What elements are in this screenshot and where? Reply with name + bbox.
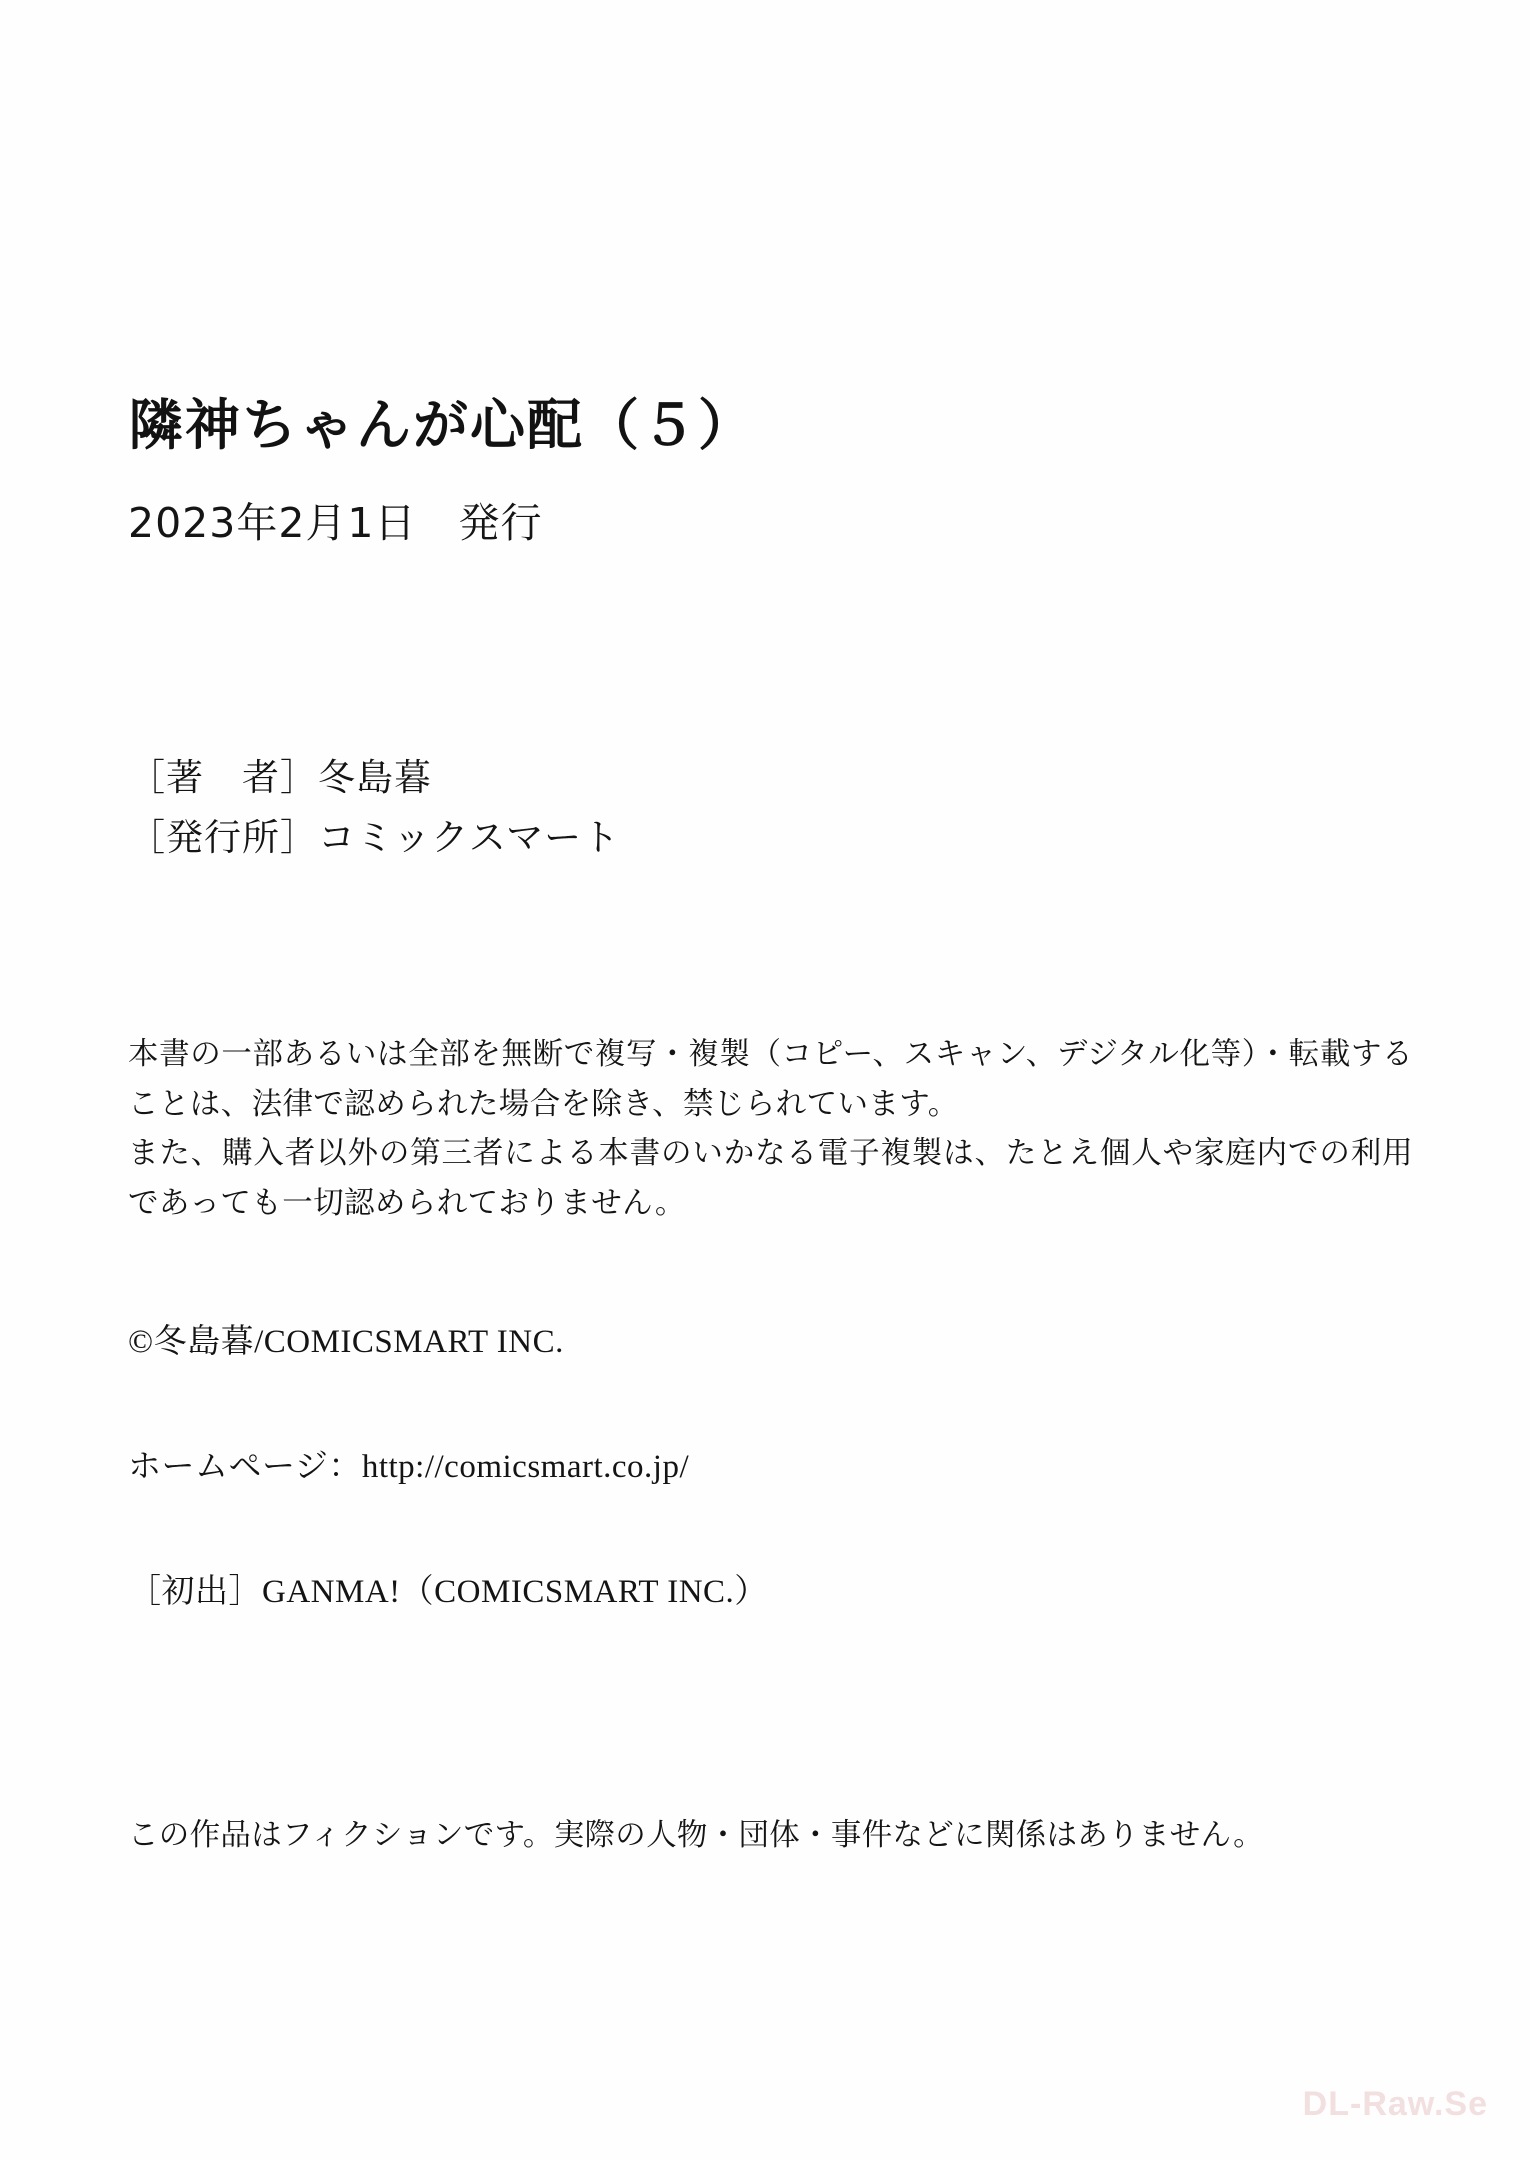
credit-publisher: ［発行所］コミックスマート bbox=[128, 815, 621, 859]
legal-paragraph-1: 本書の一部あるいは全部を無断で複写・複製（コピー、スキャン、デジタル化等）・転載することは、法律で認められた場合を除き、禁じられています。 bbox=[128, 1037, 1413, 1122]
watermark-text: DL-Raw.Se bbox=[1302, 2085, 1488, 2123]
copyright-line: ©冬島暮/COMICSMART INC. bbox=[128, 1324, 564, 1360]
title-block bbox=[128, 392, 1418, 549]
fiction-disclaimer: この作品はフィクションです。実際の人物・団体・事件などに関係はありません。 bbox=[128, 1818, 1264, 1853]
credits-block bbox=[128, 748, 1418, 868]
credit-author: ［著 者］冬島暮 bbox=[128, 756, 432, 799]
page-title: 隣神ちゃんが心配（５） bbox=[128, 392, 756, 457]
legal-paragraph-2: また、購入者以外の第三者による本書のいかなる電子複製は、たとえ個人や家庭内での利用であっても一切認められておりません。 bbox=[128, 1136, 1413, 1222]
publication-date: 2023年2月1日 発行 bbox=[128, 498, 543, 547]
legal-notice bbox=[128, 1030, 1413, 1229]
first-publication-line: ［初出］GANMA!（COMICSMART INC.） bbox=[128, 1574, 768, 1610]
homepage-line: ホームページ：http://comicsmart.co.jp/ bbox=[128, 1449, 690, 1485]
